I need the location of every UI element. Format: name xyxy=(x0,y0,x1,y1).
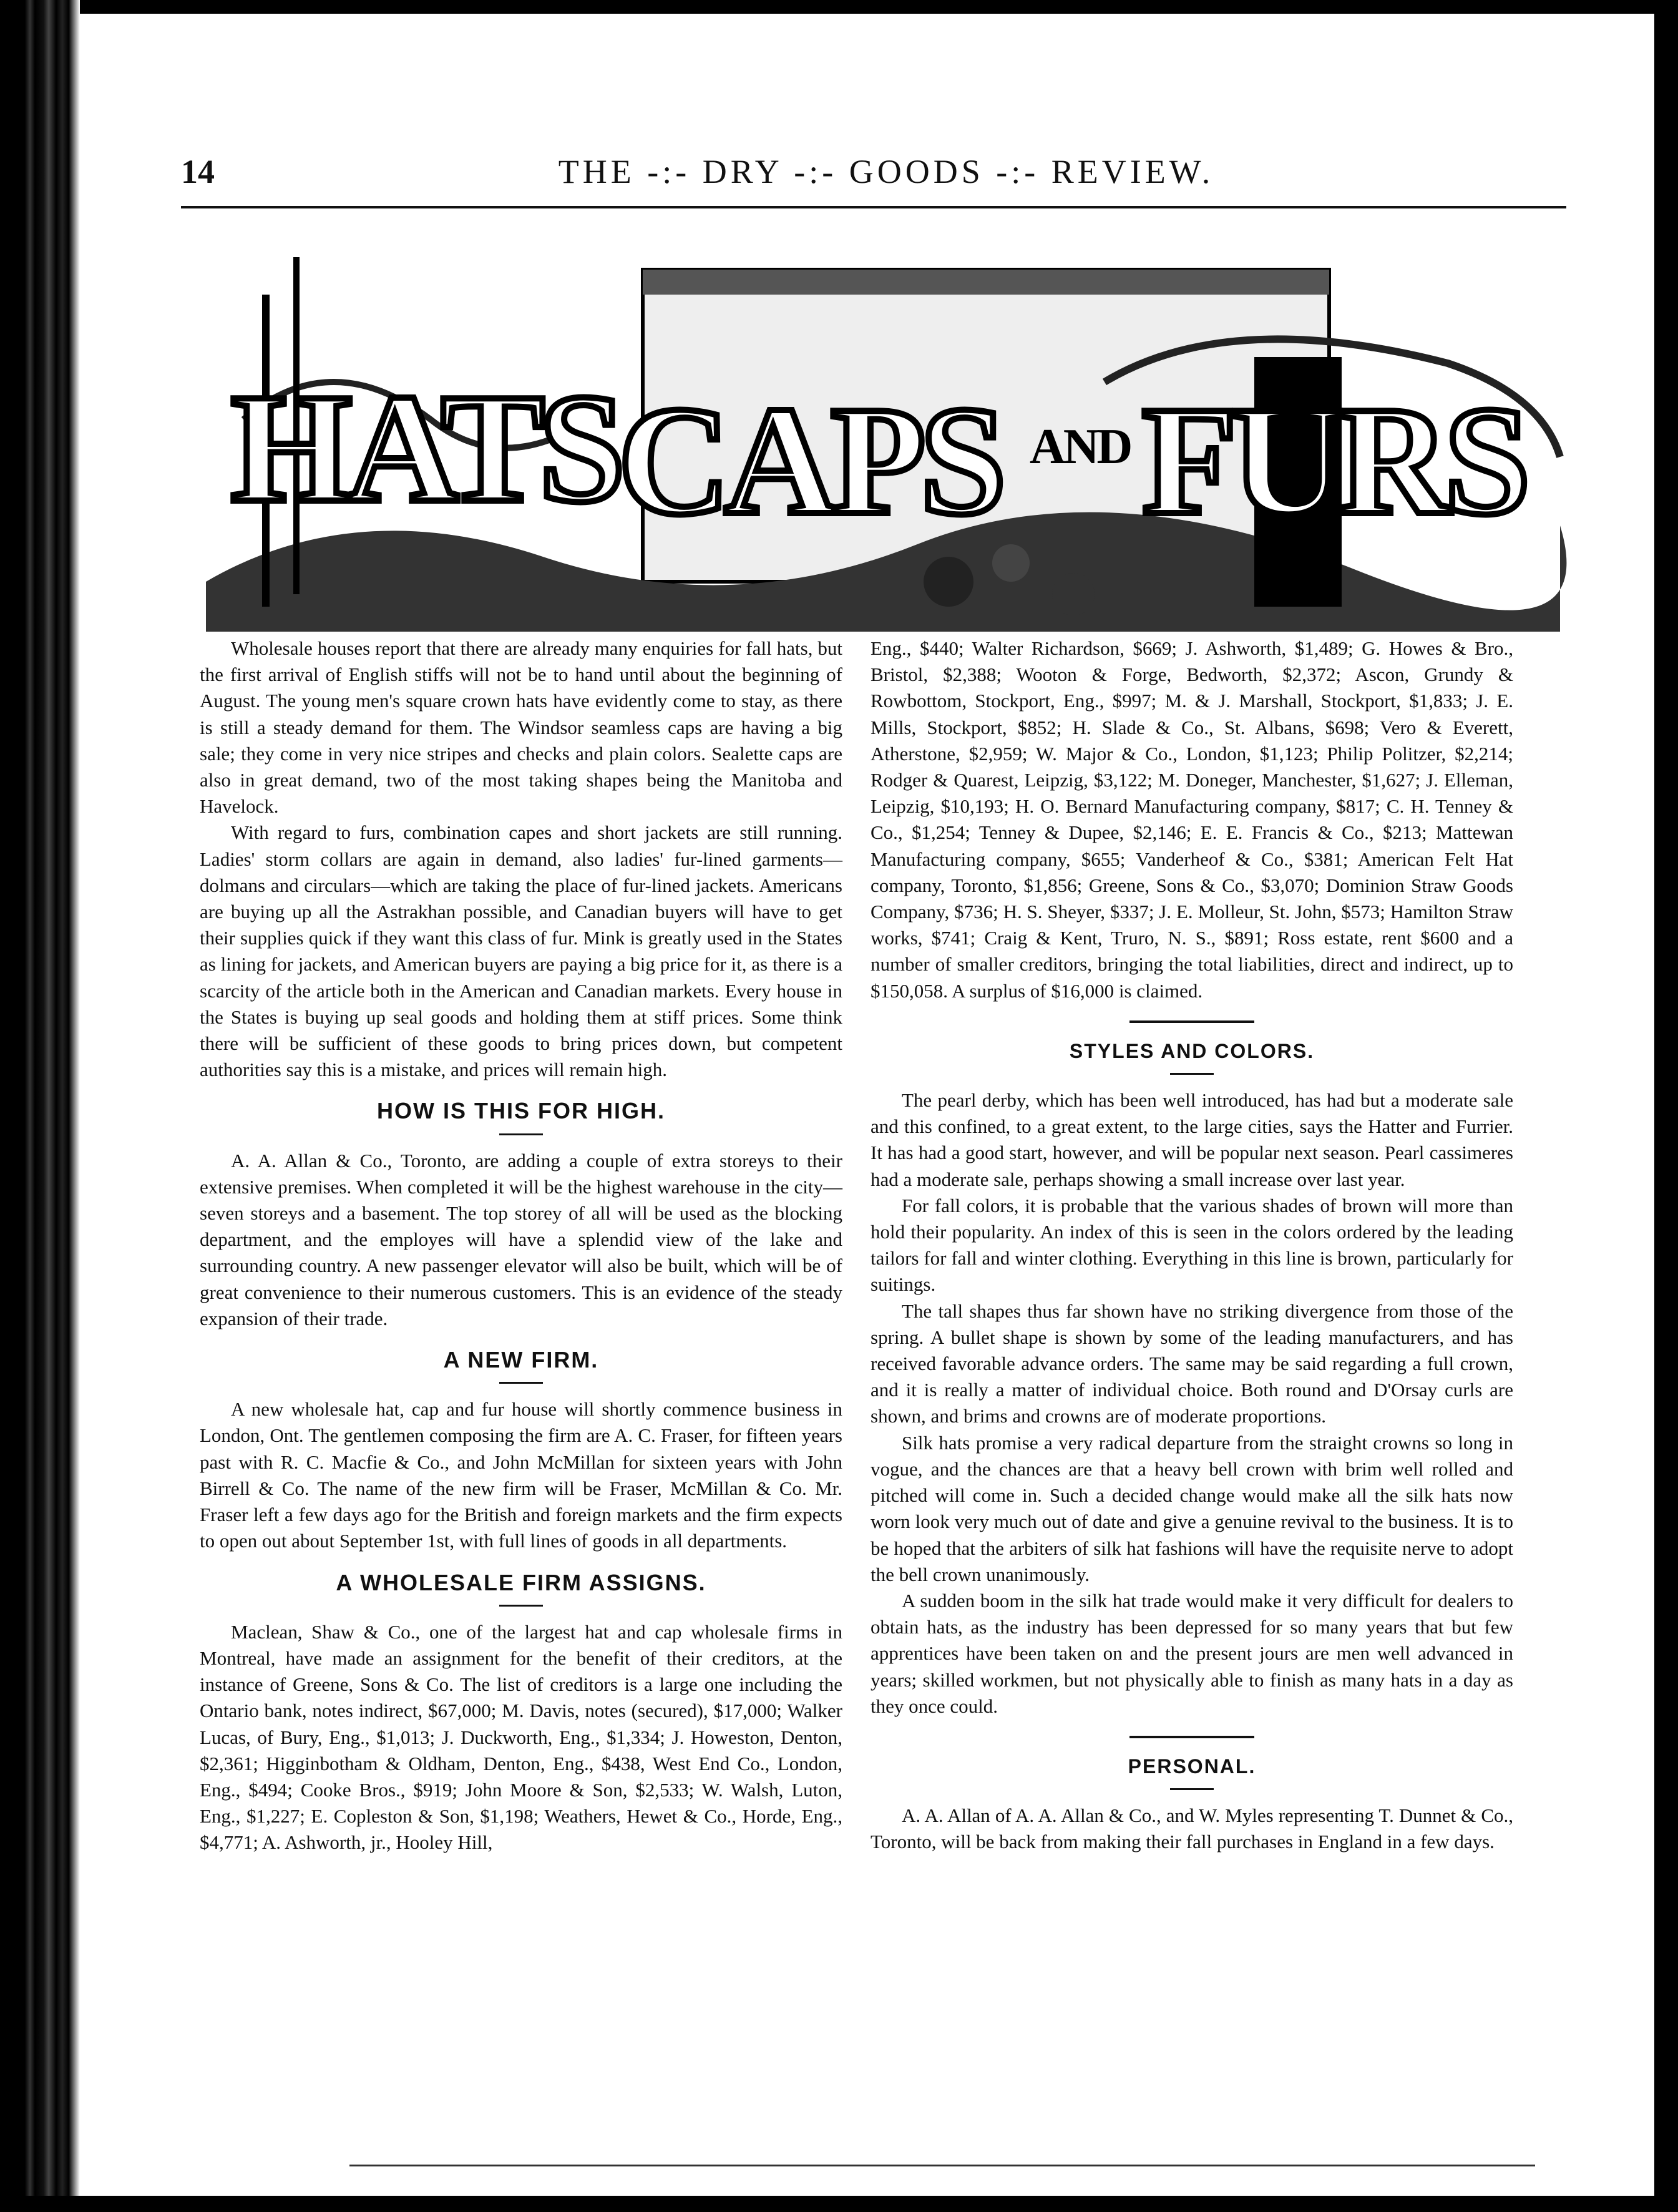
header-rule xyxy=(181,206,1566,208)
left-column xyxy=(200,635,842,1856)
creditors-list-continued: Eng., $440; Walter Richardson, $669; J. Ashworth, $1,489; G. Howes & Bro., Bristol, $2,388; Wooton & Forge, Bedworth, $2,372; Ascon, Grundy & Rowbottom, Stockport, Eng., $997; M. & J. Marshall, Stockport, $1,833; J. E. Mills, Stockport, $852; H. Slade & Co., St. Albans, $698; Vero & Everett, Atherstone, $2,959; W. Major & Co., London, $1,123; Philip Politzer, $2,214; Rodger & Quarest, Leipzig, $3,122; M. Doneger, Manchester, $1,627; J. Elleman, Leipzig, $10,193; H. O. Bernard Manufacturing company, $817; C. H. Tenney & Co., $1,254; Tenney & Dupee, $2,146; E. E. Francis & Co., $213; Mattewan Manufacturing company, $655; Vanderheof & Co., $381; American Felt Hat company, Toronto, $1,856; Greene, Sons & Co., $3,070; Dominion Straw Goods Company, $736; H. S. Sheyer, $337; J. E. Molleur, St. John, $573; Hamilton Straw works, $741; Craig & Kent, Truro, N. S., $891; Ross estate, rent $600 and a number of smaller creditors, bringing the total liabilities, direct and indirect, up to $150,058. A surplus of $16,000 is claimed. xyxy=(871,637,1513,1002)
banner-word-caps: CAPS xyxy=(618,374,1000,547)
tall-shapes-paragraph: The tall shapes thus far shown have no striking divergence from those of the spring. A bullet shape is shown by some of the leading manufacturers, and has received favorable advance orders. The same may be said regarding a full crown, and it is really a matter of individual choice. Both round and D'Orsay curls are shown, and brims and crowns are of moderate proportions. xyxy=(871,1299,1513,1427)
banner-word-furs: FURS xyxy=(1142,374,1524,547)
personal-paragraph: A. A. Allan of A. A. Allan & Co., and W. Myles representing T. Dunnet & Co., Toronto, will be back from making their fall purchases in England in a few days. xyxy=(871,1804,1513,1853)
scan-border-left xyxy=(0,0,80,2212)
fall-colors-paragraph: For fall colors, it is probable that the various shades of brown will more than hold their popularity. An index of this is seen in the colors ordered by the leading tailors for fall and winter clothing. Everything in this line is brown, particularly for suitings. xyxy=(871,1194,1513,1296)
section-divider xyxy=(499,1133,543,1135)
section-divider xyxy=(1129,1020,1254,1023)
section-divider xyxy=(1170,1073,1214,1075)
heading-how-is-this-for-high: HOW IS THIS FOR HIGH. xyxy=(377,1098,665,1124)
footer-rule xyxy=(349,2165,1535,2166)
scan-border-right xyxy=(1654,0,1678,2212)
page-number: 14 xyxy=(181,153,215,190)
silk-hat-boom-paragraph: A sudden boom in the silk hat trade would make it very difficult for dealers to obtain hats, as the industry has been depressed for so many years that but few apprentices have been taken on and the present jours are men well advanced in years; skilled workmen, but not physically able to finish as many hats in a day as they once could. xyxy=(871,1589,1513,1717)
heading-wholesale-firm-assigns: A WHOLESALE FIRM ASSIGNS. xyxy=(336,1569,706,1595)
silk-hats-paragraph: Silk hats promise a very radical departure from the straight crowns so long in vogue, and the chances are that a heavy bell crown with brim well rolled and pitched will come in. Such a decided change would make all the silk hats now worn look very much out of date and give a genuine revival to the business. It is to be hoped that the arbiters of silk hat fashions will have the requisite nerve to adopt the bell crown unanimously. xyxy=(871,1431,1513,1585)
pearl-derby-paragraph: The pearl derby, which has been well introduced, has had but a moderate sale and this confined, to a great extent, to the large cities, says the Hatter and Furrier. It has had a good start, however, and will be popular next season. Pearl cassimeres had a moderate sale, perhaps showing a small increase over last year. xyxy=(871,1089,1513,1190)
banner-word-hats: HATS xyxy=(231,362,620,535)
new-firm-paragraph: A new wholesale hat, cap and fur house will shortly commence business in London, Ont. The gentlemen composing the firm are A. C. Fraser, for fifteen years past with R. C. Macfie & Co., and John McMillan for sixteen years with John Birrell & Co. The name of the new firm will be Fraser, McMillan & Co. Mr. Fraser left a few days ago for the British and foreign markets and the firm expects to open out about September 1st, with full lines of goods in all departments. xyxy=(200,1398,842,1552)
hats-caps-furs-banner xyxy=(168,232,1573,632)
furs-paragraph: With regard to furs, combination capes and short jackets are still running. Ladies' storm collars are again in demand, also ladies' fur-lined garments—dolmans and circulars—which are taking the place of fur-lined jackets. Americans are buying up all the Astrakhan possible, and Canadian buyers will have to get their supplies quick if they want this class of fur. Mink is greatly used in the States as lining for jackets, and American buyers are paying a big price for it, as there is a scarcity of the article both in the American and Canadian markets. Every house in the States is buying up seal goods and holding them at stiff prices. Some think there will be sufficient of these goods to bring prices down, but competent authorities say this is a mistake, and prices will remain high. xyxy=(200,821,842,1081)
banner-word-and: AND xyxy=(1030,419,1131,474)
assignment-creditors-paragraph: Maclean, Shaw & Co., one of the largest hat and cap wholesale firms in Montreal, have made an assignment for the benefit of their creditors, at the instance of Greene, Sons & Co. The list of creditors is a large one including the Ontario bank, notes indirect, $67,000; M. Davis, notes (secured), $17,000; Walker Lucas, of Bury, Eng., $1,013; J. Duckworth, Eng., $1,334; J. Howeston, Denton, $2,361; Higginbotham & Oldham, Denton, Eng., $438, West End Co., London, Eng., $494; Cooke Bros., $919; John Moore & Son, $2,533; W. Walsh, Luton, Eng., $1,227; E. Copleston & Son, $1,198; Weathers, Hewet & Co., Horde, Eng., $4,771; A. Ashworth, jr., Hooley Hill, xyxy=(200,1620,842,1854)
heading-a-new-firm: A NEW FIRM. xyxy=(443,1347,599,1373)
heading-personal: PERSONAL. xyxy=(1128,1754,1256,1778)
hats-caps-intro-paragraph: Wholesale houses report that there are already many enquiries for fall hats, but the first arrival of English stiffs will not be to hand until about the beginning of August. The young men's square crown hats have evidently come to stay, as there is still a steady demand for them. The Windsor seamless caps are having a big sale; they come in very nice stripes and checks and plain colors. Sealette caps are also in great demand, two of the most taking shapes being the Manitoba and Havelock. xyxy=(200,637,842,818)
allan-premises-paragraph: A. A. Allan & Co., Toronto, are adding a couple of extra storeys to their extensive premises. When completed it will be the highest warehouse in the city—seven storeys and a basement. The top storey of all will be used as the blocking department, and the employes will have a splendid view of the lake and surrounding country. A new passenger elevator will also be built, which will be of great convenience to their numerous customers. This is an evidence of the steady expansion of their trade. xyxy=(200,1149,842,1329)
scan-border-top xyxy=(0,0,1678,14)
banner-lettering xyxy=(231,362,1524,547)
heading-styles-and-colors: STYLES AND COLORS. xyxy=(1069,1039,1315,1062)
right-column xyxy=(871,635,1513,1856)
section-divider xyxy=(499,1382,543,1384)
scan-border-bottom xyxy=(0,2196,1678,2212)
section-divider xyxy=(1129,1736,1254,1738)
running-title: THE -:- DRY -:- GOODS -:- REVIEW. xyxy=(558,153,1214,190)
section-divider xyxy=(1170,1788,1214,1790)
page-header xyxy=(181,149,1616,192)
section-divider xyxy=(499,1605,543,1607)
